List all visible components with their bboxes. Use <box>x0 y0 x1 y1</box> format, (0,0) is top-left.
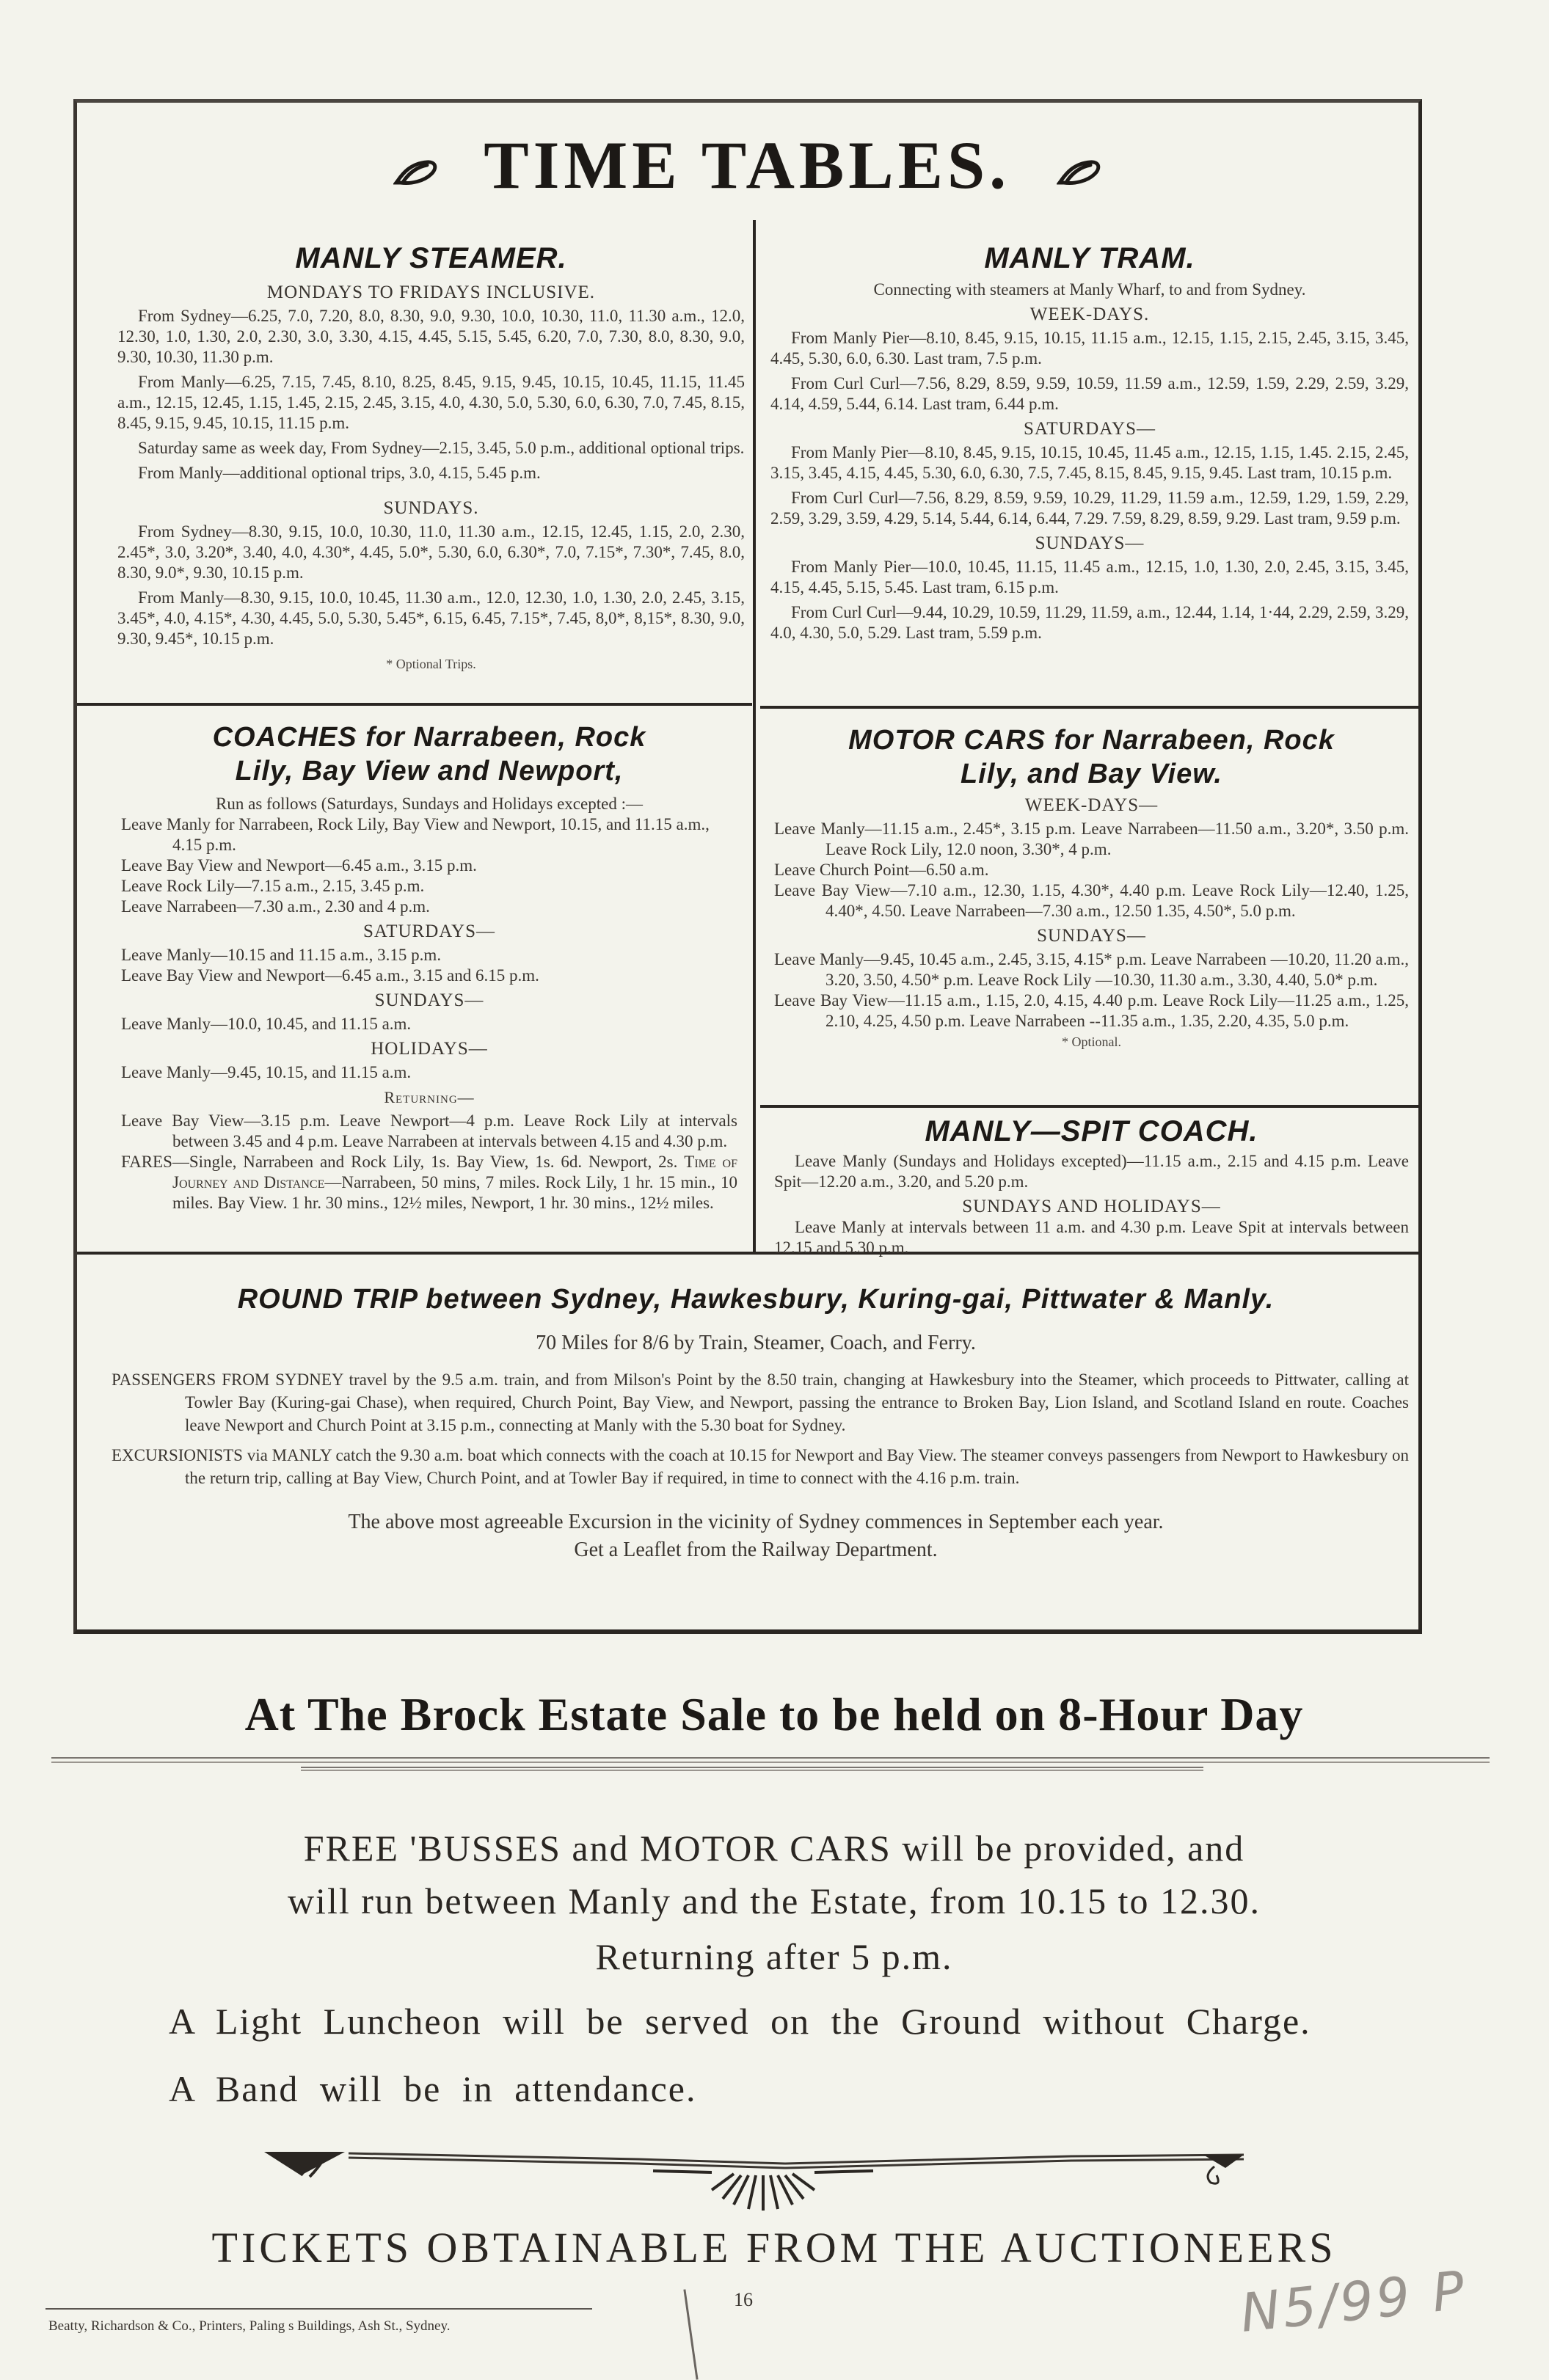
schedule-line: Leave Manly—9.45, 10.15, and 11.15 a.m. <box>121 1063 412 1081</box>
footnote: * Optional. <box>1062 1034 1121 1049</box>
fares-text <box>121 1152 737 1213</box>
wavy-rule <box>51 1757 1490 1763</box>
advert-line: will run between Manly and the Estate, from 10.15 to 12.30. <box>287 1880 1261 1921</box>
subheading: WEEK-DAYS. <box>1029 304 1150 324</box>
coaches-section <box>121 720 737 1213</box>
schedule-line: From Curl Curl—7.56, 8.29, 8.59, 9.59, 10.59, 11.59 a.m., 12.59, 1.59, 2.29, 2.59, 3.29, 4.14, 4.59, 5.44, 6.14. Last tram, 6.44 p.m. <box>770 374 1409 413</box>
passengers-paragraph <box>112 1368 1409 1437</box>
subheading: SUNDAYS— <box>1035 533 1145 553</box>
page-number: 16 <box>734 2289 753 2310</box>
schedule-line: From Manly Pier—8.10, 8.45, 9.15, 10.15, 11.15 a.m., 12.15, 1.15, 2.15, 2.45, 3.15, 3.45, 4.45, 5.30, 6.0, 6.30. Last tram, 7.5 p.m. <box>770 329 1409 368</box>
closing-line: The above most agreeable Excursion in the vicinity of Sydney commences in September each year. <box>348 1511 1164 1533</box>
excursionists-text: catch the 9.30 a.m. boat which connects with the coach at 10.15 for Newport and Bay View. The steamer conveys passengers from Newport to Hawkesbury on the return trip, calling at Bay View, Church Point, and at Towler Bay if required, in time to connect with the 4.16 p.m. train. <box>185 1446 1409 1487</box>
closing-line: Get a Leaflet from the Railway Department. <box>574 1538 938 1561</box>
subheading: SATURDAYS— <box>1024 419 1156 439</box>
section-heading: MANLY STEAMER. <box>295 242 567 274</box>
subheading: SUNDAYS. <box>383 498 479 518</box>
printer-imprint: Beatty, Richardson & Co., Printers, Paling s Buildings, Ash St., Sydney. <box>48 2318 451 2334</box>
passengers-text: travel by the 9.5 a.m. train, and from Milson's Point by the 8.50 train, changing at Hawkesbury into the Steamer, which proceeds to Pittwater, calling at Towler Bay (Kuring-gai Chase), when required, Church Point, Bay View, and Newport, passing the entrance to Broken Bay, Lion Island, and Scotland Island en route. Coaches leave Newport and Church Point at 3.15 p.m., connecting at Manly with the 5.30 boat for Sydney. <box>185 1370 1409 1434</box>
left-row-divider <box>77 703 752 706</box>
passengers-lead: PASSENGERS FROM SYDNEY <box>112 1370 343 1389</box>
subheading: MONDAYS TO FRIDAYS INCLUSIVE. <box>266 282 596 302</box>
page-title <box>73 126 1422 204</box>
schedule-line: Leave Rock Lily—7.15 a.m., 2.15, 3.45 p.m. <box>121 877 425 895</box>
title-text: TIME TABLES. <box>484 128 1011 202</box>
excursionists-lead: EXCURSIONISTS via MANLY <box>112 1446 332 1464</box>
schedule-line: Leave Bay View—11.15 a.m., 1.15, 2.0, 4.15, 4.40 p.m. Leave Rock Lily—11.25 a.m., 1.25, 2.10, 4.25, 4.50 p.m. Leave Narrabeen --11.35 a.m., 1.35, 2.20, 4.35, 5.0 p.m. <box>774 991 1409 1030</box>
schedule-line: From Manly—6.25, 7.15, 7.45, 8.10, 8.25, 8.45, 9.15, 9.45, 10.15, 10.45, 11.15, 11.45 a.m., 12.15, 12.45, 1.15, 1.45, 2.15, 2.45, 3.15, 4.0, 4.30, 5.0, 5.30, 6.0, 6.30, 7.0, 7.45, 8.15, 8.45, 9.15, 9.45, 10.15, 11.15 p.m. <box>117 373 745 432</box>
schedule-line: Leave Manly (Sundays and Holidays excepted)—11.15 a.m., 2.15 and 4.15 p.m. Leave Spit—12.20 a.m., 3.20, and 5.20 p.m. <box>774 1152 1409 1191</box>
schedule-line: Saturday same as week day, From Sydney—2.15, 3.45, 5.0 p.m., additional optional trips. <box>138 439 745 457</box>
schedule-line: From Curl Curl—7.56, 8.29, 8.59, 9.59, 10.29, 11.29, 11.59 a.m., 12.59, 1.29, 1.59, 2.29, 2.59, 3.29, 3.59, 4.29, 5.14, 5.44, 6.14, 6.44, 7.29. 7.59, 8.29, 8.59, 9.29. Last tram, 9.59 p.m. <box>770 489 1409 528</box>
advert-line: A Light Luncheon will be served on the Ground without Charge. <box>169 2001 1311 2042</box>
schedule-line: From Sydney—8.30, 9.15, 10.0, 10.30, 11.0, 11.30 a.m., 12.15, 12.45, 1.15, 2.0, 2.30, 2.45*, 3.0, 3.20*, 3.40, 4.0, 4.30*, 4.45, 5.0*, 5.30, 6.0, 6.30*, 7.0, 7.15*, 7.30*, 7.45, 8.0, 8.30, 9.0*, 9.30, 10.15 p.m. <box>117 522 745 582</box>
advert-line: Returning after 5 p.m. <box>595 1936 953 1977</box>
section-heading: Lily, and Bay View. <box>961 759 1222 789</box>
printer-rule <box>45 2308 592 2310</box>
schedule-line: From Manly—additional optional trips, 3.0, 4.15, 5.45 p.m. <box>138 464 541 482</box>
spit-coach-section <box>774 1115 1409 1263</box>
schedule-line: Leave Manly—10.0, 10.45, and 11.15 a.m. <box>121 1015 412 1033</box>
intro-text: Run as follows (Saturdays, Sundays and Holidays excepted :— <box>216 795 643 813</box>
manly-steamer-section <box>117 242 745 674</box>
schedule-line: From Curl Curl—9.44, 10.29, 10.59, 11.29, 11.59, a.m., 12.44, 1.14, 1·44, 2.29, 2.59, 3.29, 4.0, 4.30, 5.0, 5.29. Last tram, 5.59 p.m. <box>770 603 1409 642</box>
subheading: SATURDAYS— <box>363 921 495 941</box>
excursionists-paragraph <box>112 1444 1409 1489</box>
subheading: WEEK-DAYS— <box>1024 795 1159 815</box>
schedule-line: Leave Manly—9.45, 10.45 a.m., 2.45, 3.15, 4.15* p.m. Leave Narrabeen —10.20, 11.20 a.m., 3.20, 3.50, 4.50* p.m. Leave Rock Lily —10.30, 11.30 a.m., 3.30, 4.40, 5.0* p.m. <box>774 950 1409 989</box>
section-heading: MANLY TRAM. <box>984 242 1195 274</box>
schedule-line: Leave Bay View—7.10 a.m., 12.30, 1.15, 4.30*, 4.40 p.m. Leave Rock Lily—12.40, 1.25, 4.40*, 4.50. Leave Narrabeen—7.30 a.m., 12.50 1.35, 4.50*, 5.0 p.m. <box>774 881 1409 920</box>
fares-smallcaps: Time of Journey and Distance <box>172 1153 737 1191</box>
wavy-rule <box>301 1767 1203 1771</box>
schedule-line: Leave Manly for Narrabeen, Rock Lily, Bay View and Newport, 10.15, and 11.15 a.m., 4.15 p.m. <box>121 815 710 854</box>
schedule-line: From Manly—8.30, 9.15, 10.0, 10.45, 11.30 a.m., 12.0, 12.30, 1.0, 1.30, 2.0, 2.45, 3.15, 3.45*, 4.0, 4.15*, 4.30, 4.45, 5.0, 5.30, 5.45*, 6.15, 6.45, 7.15*, 7.45, 8,0*, 8,15*, 8.30, 9.0, 9.30, 9.45*, 10.15 p.m. <box>117 588 745 648</box>
footnote: * Optional Trips. <box>386 657 476 671</box>
fares-part: FARES—Single, Narrabeen and Rock Lily, 1s. Bay View, 1s. 6d. Newport, 2s. <box>121 1153 685 1171</box>
subheading: SUNDAYS AND HOLIDAYS— <box>962 1197 1221 1216</box>
advert-line: FREE 'BUSSES and MOTOR CARS will be provided, and <box>303 1828 1245 1869</box>
schedule-line: Leave Bay View and Newport—6.45 a.m., 3.15 and 6.15 p.m. <box>121 966 539 985</box>
leaf-icon <box>1057 159 1102 186</box>
advert-headline: At The Brock Estate Sale to be held on 8-Hour Day <box>244 1688 1304 1740</box>
subheading: SUNDAYS— <box>374 990 484 1010</box>
schedule-line: Leave Church Point—6.50 a.m. <box>774 861 989 879</box>
advert-line: A Band will be in attendance. <box>169 2068 697 2109</box>
schedule-line: From Manly Pier—10.0, 10.45, 11.15, 11.45 a.m., 12.15, 1.0, 1.30, 2.0, 2.45, 3.15, 3.45, 4.15, 4.45, 5.15, 5.45. Last tram, 6.15 p.m. <box>770 558 1409 596</box>
round-trip-section <box>103 1284 1409 1564</box>
section-heading: MANLY—SPIT COACH. <box>925 1115 1258 1147</box>
schedule-line: Leave Manly at intervals between 11 a.m. and 4.30 p.m. Leave Spit at intervals between 12.15 and 5.30 p.m. <box>774 1218 1409 1257</box>
section-heading: Lily, Bay View and Newport, <box>235 756 624 786</box>
section-heading: ROUND TRIP between Sydney, Hawkesbury, Kuring-gai, Pittwater & Manly. <box>237 1284 1275 1315</box>
schedule-line: Leave Bay View—3.15 p.m. Leave Newport—4 p.m. Leave Rock Lily at intervals between 3.45 and 4 p.m. Leave Narrabeen at intervals between 4.15 and 4.30 p.m. <box>121 1111 737 1150</box>
leaf-icon <box>393 159 439 186</box>
tickets-notice: TICKETS OBTAINABLE FROM THE AUCTIONEERS <box>211 2224 1337 2271</box>
manly-tram-section <box>770 242 1409 648</box>
spit-divider <box>760 1105 1418 1108</box>
schedule-line: Leave Bay View and Newport—6.45 a.m., 3.15 p.m. <box>121 856 477 875</box>
section-heading: COACHES for Narrabeen, Rock <box>212 722 646 753</box>
round-trip-subtitle: 70 Miles for 8/6 by Train, Steamer, Coach, and Ferry. <box>536 1332 976 1354</box>
schedule-line: Leave Narrabeen—7.30 a.m., 2.30 and 4 p.m. <box>121 897 430 916</box>
schedule-line: Leave Manly—11.15 a.m., 2.45*, 3.15 p.m. Leave Narrabeen—11.50 a.m., 3.20*, 3.50 p.m. Leave Rock Lily, 12.0 noon, 3.30*, 4 p.m. <box>774 820 1409 858</box>
paper-crease <box>683 2289 698 2379</box>
column-divider <box>753 220 756 1255</box>
right-row-divider <box>760 706 1418 709</box>
fares-part: —Narrabeen, 50 mins, 7 miles. Rock Lily, 1 hr. 15 min., 10 miles. Bay View. 1 hr. 30 mins., 12½ miles, Newport, 1 hr. 30 mins., 12½ miles. <box>172 1173 737 1212</box>
section-heading: MOTOR CARS for Narrabeen, Rock <box>848 725 1335 756</box>
schedule-line: Leave Manly—10.15 and 11.15 a.m., 3.15 p.m. <box>121 946 442 964</box>
subheading: Returning— <box>384 1088 475 1106</box>
subheading: SUNDAYS— <box>1037 926 1146 946</box>
handwritten-reference: N5/99 P <box>1237 2259 1470 2344</box>
intro-text: Connecting with steamers at Manly Wharf, to and from Sydney. <box>873 280 1306 299</box>
schedule-line: From Manly Pier—8.10, 8.45, 9.15, 10.15, 10.45, 11.45 a.m., 12.15, 1.15, 1.45. 2.15, 2.45, 3.15, 3.45, 4.15, 4.45, 5.30, 6.0, 6.30, 7.5, 7.45, 8.15, 8.45, 9.15, 9.45. Last tram, 10.15 p.m. <box>770 443 1409 482</box>
motor-cars-section <box>774 723 1409 1052</box>
schedule-line: From Sydney—6.25, 7.0, 7.20, 8.0, 8.30, 9.0, 9.30, 10.0, 10.30, 11.0, 11.30 a.m., 12.0, 12.30, 1.0, 1.30, 2.0, 2.30, 3.0, 3.30, 4.15, 4.45, 5.15, 5.45, 6.20, 7.0, 7.30, 8.0, 8.30, 9.0, 9.30, 10.30, 11.30 p.m. <box>117 307 745 366</box>
subheading: HOLIDAYS— <box>371 1039 488 1059</box>
ornament-divider <box>227 2146 1328 2212</box>
